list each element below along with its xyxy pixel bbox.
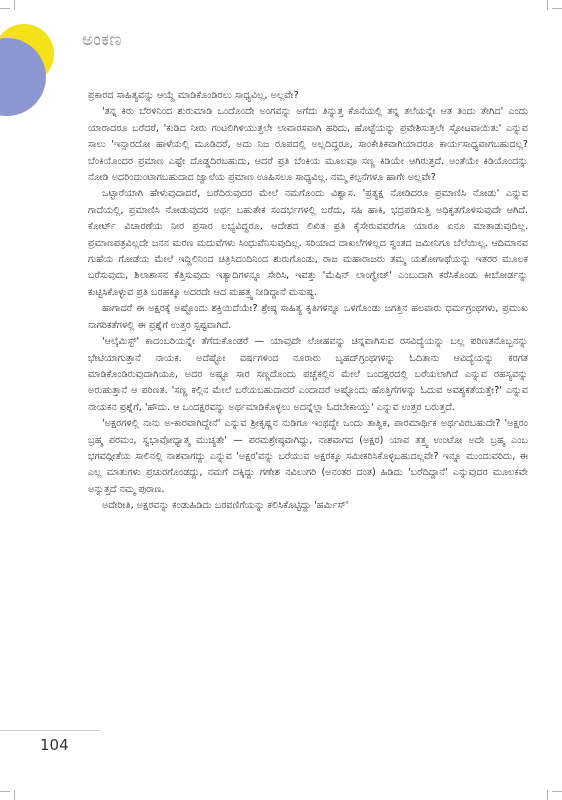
page-number: 104	[40, 736, 69, 754]
paragraph: 'ಅಕ್ಷರಗಳಲ್ಲಿ ನಾನು ಅ-ಕಾರವಾಗಿದ್ದೇನೆ' ಎನ್ನುವ ಶ್ರೀಕೃಷ್ಣನ ನುಡಿಗೂ ಇಂಥದ್ದೇ ಒಂದು ತಾತ್ವಿಕ, ಪಾರಮಾರ್ಥಿಕ ಅರ್ಥವಿರಬಹುದೇ? 'ಅಕ್ಷರಂ ಬ್ರಹ್ಮ ಪರಮಂ, ಸ್ವಭಾವೋಧ್ಯಾತ್ಮ ಮುಚ್ಯತೇ' — ಪರಮಶ್ರೇಷ್ಠವಾಗಿದ್ದು, ನಾಶವಾಗದ (ಅಕ್ಷರ) ಯಾವ ತತ್ತ್ವ ಉಂಟೋ ಅದೇ ಬ್ರಹ್ಮ ಎಂಬ ಭಗವದ್ಗೀತೆಯ ಸಾಲಿನಲ್ಲಿ ನಾಶವಾಗದ್ದು ಎನ್ನುವ 'ಅಕ್ಷರ'ವನ್ನು ಬರೆಯುವ ಅಕ್ಷರಕ್ಕೂ ಸಮೀಕರಿಸಿಕೊಳ್ಳಬಹುದಲ್ಲವೇ? ಇನ್ನೂ ಮುಂದುವರಿದು, ಈ ಎಲ್ಲ ಮಾತುಗಳು ಪ್ರಚುರಗೊಂಡದ್ದು, ನಮಗೆ ದಕ್ಕಿದ್ದು ಗಣೇಶ ನವಿಲುಗರಿ (ಅನಂತರ ದಂತ) ಹಿಡಿದು 'ಬರೆದಿದ್ದಾನೆ' ಎನ್ನುವುದರ ಮೂಲಕವೇ ಅನ್ನುತ್ತದೆ ನಮ್ಮ ಪುರಾಣ.	[88, 418, 528, 495]
crop-mark	[547, 0, 548, 10]
article-body	[88, 88, 528, 515]
paragraph: ಪ್ರಕಾರದ ಸಾಹಿತ್ಯವನ್ನು ಆಯ್ದೆ ಮಾಡಿಕೊಂಡಿರಲು ಸಾಧ್ಯವಿಲ್ಲ, ಅಲ್ಲವೇ?	[88, 90, 299, 101]
paragraph: ಒಟ್ಟಾರೆಯಾಗಿ ಹೇಳುವುದಾದರೆ, ಬರೆದಿರುವುದರ ಮೇಲೆ ನಮಗೊಂದು ವಿಶ್ವಾಸ. 'ಪ್ರತ್ಯಕ್ಷ ನೋಡಿದರೂ ಪ್ರಮಾಣಿಸಿ ನೋಡು' ಎನ್ನುವ ಗಾದೆಯಲ್ಲಿ, ಪ್ರಮಾಣಿಸಿ ನೋಡುವುದರ ಅರ್ಥ ಬಹುತೇಕ ಸಂದರ್ಭಗಳಲ್ಲಿ ಬರೆದು, ಸಹಿ ಹಾಕಿ, ಭದ್ರಪಡಿಸುತ್ತಿ ಅಧಿಕೃತಗೊಳಿಸುವುದೇ ಆಗಿದೆ. ಕೋರ್ಟ್ ವಿಚಾರಣೆಯ ನೀರ ಪ್ರಸಾರ ಲಭ್ಯವಿದ್ದರೂ, ಆದೇಶದ ಲಿಖಿತ ಪ್ರತಿ ಕೈಸೇರುವವರೆಗೂ ಯಾರೂ ಏನೂ ಮಾತಾಡುವುದಿಲ್ಲ. ಪ್ರಮಾಣಪತ್ರವಿಲ್ಲದೇ ಜನನ ಮರಣ ಮದುವೆಗಳು ಸಿಂಧುವೆನಿಸುವುದಿಲ್ಲ. ಸರಿಯಾದ ದಾಖಲೆಗಳಿಲ್ಲದ ಸ್ವಂತದ ಜಮೀನಿಗೂ ಬೆಲೆಯಿಲ್ಲ. ಆದಿಮಾನವ ಗುಹೆಯ ಗೋಡೆಯ ಮೇಲೆ ಇದ್ದಿಲಿನಿಂದ ಚಿತ್ರಿಸಿದಂದಿನಿಂದ ಶುರುಗೊಂಡು, ರಾಜ ಮಹಾರಾಜರು ತಮ್ಮ ಯಶೋಗಾಥೆಯನ್ನು ಇತರರ ಮೂಲಕ ಬರೆಸುವುದು, ಶಿಲಾಶಾಸನ ಕೆತ್ತಿಸುವುದು ಇತ್ಯಾದಿಗಳನ್ನೂ ಸೇರಿಸಿ, ಇವತ್ತು 'ಮೆಷಿನ್ ಲಾಂಗ್ವೇಜ್' ಎಂಬುದಾಗಿ ಕರೆಸಿಕೊಂಡು ಕೀಬೋರ್ಡನ್ನು ಕುಟ್ಟಿಸಿಕೊಳ್ಳುವ ಪ್ರತಿ ಬರಹಕ್ಕೂ ಅದರದೇ ಆದ ಮಹತ್ತ್ವ ನೀಡಿದ್ದಾನೆ ಮನುಷ್ಯ.	[88, 188, 528, 298]
crop-mark	[0, 8, 10, 9]
crop-mark	[14, 790, 15, 800]
footer-divider	[0, 730, 100, 731]
crop-mark	[552, 791, 562, 792]
crop-mark	[552, 8, 562, 9]
paragraph: ಹಾಗಾದರೆ ಈ ಅಕ್ಷರಕ್ಕೆ ಅಷ್ಟೊಂದು ಶಕ್ತಿಯಿದೆಯೇ? ಶ್ರೇಷ್ಠ ಸಾಹಿತ್ಯ ಕೃತಿಗಳನ್ನೂ ಒಳಗೊಂಡು ಜಗತ್ತಿನ ಹಲವಾರು ಧರ್ಮಗ್ರಂಥಗಳು, ಪ್ರಮುಖ ನಾಗರಿಕತೆಗಳಲ್ಲಿ ಈ ಪ್ರಶ್ನೆಗೆ ಉತ್ತರ ಸ್ಪಷ್ಟವಾಗಿದೆ.	[88, 303, 528, 331]
crop-mark	[14, 0, 15, 10]
paragraph: 'ಆಲ್ಕೆಮಿಸ್ಟ್' ಕಾದಂಬರಿಯನ್ನೇ ತೆಗೆದುಕೊಂಡರೆ — ಯಾವುದೇ ಲೋಹವನ್ನು ಚಿನ್ನವಾಗಿಸುವ ರಸವಿದ್ಯೆಯನ್ನು ಬಲ್ಲ ಪರಿಣತನೊಬ್ಬನನ್ನು ಭೇಟಿಯಾಗುತ್ತಾನೆ ನಾಯಕ. ಅದೆಷ್ಟೋ ವರ್ಷಗಳಿಂದ ನೂರಾರು ಬೃಹದ್‌ಗ್ರಂಥಗಳನ್ನು ಓದಿತಾನು ಆವಿದ್ಯೆಯನ್ನು ಕರಗತ ಮಾಡಿಕೊಂಡಿರುವುದಾಗಿಯೂ, ಅದರ ಅಷ್ಟೂ ಸಾರ ಸಣ್ಣದೊಂದು ಪಚ್ಚೆಕಲ್ಲಿನ ಮೇಲೆ ಒಂದಕ್ಷರದಲ್ಲಿ ಬರೆಯಲಾಗಿದೆ ಎನ್ನುವ ರಹಸ್ಯವನ್ನು ಅರುಹುತ್ತಾನೆ ಆ ಪರಿಣತ. 'ಸಣ್ಣ ಕಲ್ಲಿನ ಮೇಲೆ ಬರೆಯಬಹುದಾದರೆ ಎಂದಾದರೆ ಅಷ್ಟೊಂದು ಹೊತ್ತಿಗೆಗಳನ್ನು ಓದುವ ಅವಶ್ಯಕತೆಯತ್ತೇ?' ಎನ್ನುವ ನಾಯಕನ ಪ್ರಶ್ನೆಗೆ, 'ಹೌದು. ಆ ಒಂದಕ್ಷರವನ್ನು ಅರ್ಥಮಾಡಿಕೊಳ್ಳಲು ಅದನ್ನೆಲ್ಲಾ ಓದಬೇಕಾಯ್ತು' ಎನ್ನುವ ಉತ್ತರ ಬರುತ್ತದೆ.	[88, 336, 528, 413]
crop-mark	[547, 790, 548, 800]
paragraph: 'ತನ್ನ ಕಿರು ಬೆರಳಿನಿಂದ ಶುರುಮಾಡಿ ಒಂದೊಂದೇ ಅಂಗವನ್ನು ಅಗೆದು ತಿನ್ನುತ್ತ ಕೊನೆಯಲ್ಲಿ ತನ್ನ ತಲೆಯನ್ನೇ ಆತ ತಿಂದು ತೇಗಿದ' ಎಂದು ಯಾರಾದರೂ ಬರೆದರೆ, 'ಕುಡಿದ ನೀರು ಗಂಟಲಿಗಿಳಿಯುತ್ತಲೇ ಲಾವಾರಸವಾಗಿ ಹರಿದು, ಹೊಟ್ಟೆಯನ್ನು ಪ್ರವೇಶಿಸುತ್ತಲೇ ಸ್ಫೋಟವಾಯಿತು' ಎನ್ನುವ ಸಾಲು 'ಇನ್ಸಾರದೋ ಹಾಳೆಯಲ್ಲಿ ಮೂಡಿದರೆ, ಅದು ನಿಜ ರೂಪದಲ್ಲಿ ಅಲ್ಲದಿದ್ದರೂ, ಸಾಂಕೇತಿಕವಾಗಿಯಾದರೂ ಕಾರ್ಯಸಾಧ್ಯವಾಗಬಹುದಲ್ಲ? ಬೆಂಕಿಯೊಂದರ ಪ್ರಮಾಣ ಎಷ್ಟೇ ದೊಡ್ಡದಿರಬಹುದು, ಆದರೆ ಪ್ರತಿ ಬೆಂಕಿಯ ಮೂಲವೂ ಸಣ್ಣ ಕಿಡಿಯೇ ಆಗಿರುತ್ತದೆ. ಅಂತೆಯೇ ಕಿಡಿಯೊಂದನ್ನು ನೋಡಿ ಅದರಿಂದುಂಟಾಗಬಹುದಾದ ಜ್ವಾಲೆಯ ಪ್ರಮಾಣ ಊಹಿಸಲೂ ಸಾಧ್ಯವಿಲ್ಲ. ನಮ್ಮ ಕಲ್ಪನೆಗಳೂ ಹಾಗೇ ಅಲ್ಲವೇ?	[88, 106, 528, 184]
paragraph: ಅದೇರೀತಿ, ಅಕ್ಷರವನ್ನು ಕಂಡುಹಿಡಿದು ಬರವಣಿಗೆಯನ್ನು ಕಲಿಸಿಕೊಟ್ಟಿದ್ದು 'ಹರ್ಮಿಸ್'	[102, 500, 349, 512]
crop-mark	[0, 791, 10, 792]
section-title: ಅಂಕಣ	[82, 30, 122, 50]
